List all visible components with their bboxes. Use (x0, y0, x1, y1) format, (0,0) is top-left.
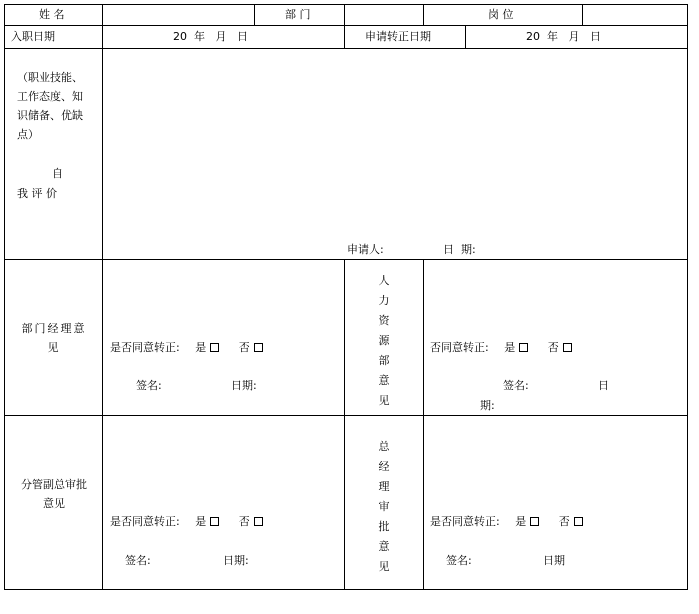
hr-no-label: 否 (547, 341, 559, 354)
self-eval-date-label: 日 期: (443, 243, 476, 256)
row-divider (5, 259, 687, 260)
applicant-label: 申请人: (347, 243, 384, 256)
column-divider (344, 259, 345, 589)
self-eval-title-line1: 自 (52, 167, 63, 180)
vp-yes-label: 是 (195, 515, 207, 528)
position-field[interactable] (583, 5, 687, 25)
gm-question-text: 是否同意转正: (430, 515, 500, 528)
dept-manager-label: 部门经理意见 (21, 322, 87, 354)
vp-no-checkbox[interactable] (254, 517, 263, 526)
column-divider (423, 259, 424, 589)
hire-date-value[interactable]: 20 年 月 日 (173, 30, 248, 43)
vp-yes-checkbox[interactable] (210, 517, 219, 526)
apply-date-label: 申请转正日期 (365, 30, 431, 43)
dept-manager-date-label: 日期: (231, 379, 257, 392)
hr-question-text: 否同意转正: (430, 341, 489, 354)
dept-manager-question-text: 是否同意转正: (110, 341, 180, 354)
column-divider (465, 25, 466, 48)
dept-manager-sign-label: 签名: (136, 379, 162, 392)
gm-label: 总经理审批意见 (378, 440, 390, 573)
self-eval-content-area[interactable] (103, 49, 687, 239)
vp-question-text: 是否同意转正: (110, 515, 180, 528)
name-field[interactable] (103, 5, 254, 25)
row-divider (5, 25, 687, 26)
self-eval-title-line2: 我 评 价 (17, 187, 57, 200)
gm-date-label: 日期 (543, 554, 565, 567)
gm-no-checkbox[interactable] (574, 517, 583, 526)
hr-yes-checkbox[interactable] (519, 343, 528, 352)
gm-yes-checkbox[interactable] (530, 517, 539, 526)
hr-date-label-1: 日 (598, 379, 609, 392)
dept-label: 部 门 (285, 8, 311, 21)
self-eval-note: （职业技能、工作态度、知识储备、优缺点） (17, 71, 83, 141)
hr-no-checkbox[interactable] (563, 343, 572, 352)
hire-date-label: 入职日期 (11, 30, 55, 43)
gm-sign-label: 签名: (446, 554, 472, 567)
dept-manager-yes-checkbox[interactable] (210, 343, 219, 352)
dept-manager-question (110, 341, 263, 355)
hr-yes-label: 是 (504, 341, 516, 354)
probation-form (4, 4, 688, 590)
column-divider (423, 5, 424, 25)
row-divider (5, 415, 687, 416)
hr-date-label-2: 期: (480, 399, 495, 412)
gm-question (430, 515, 583, 529)
dept-manager-yes-label: 是 (195, 341, 207, 354)
dept-manager-no-label: 否 (238, 341, 250, 354)
gm-no-label: 否 (558, 515, 570, 528)
hr-label: 人力资源部意见 (378, 274, 390, 407)
hr-sign-label: 签名: (503, 379, 529, 392)
dept-manager-no-checkbox[interactable] (254, 343, 263, 352)
column-divider (254, 5, 255, 25)
dept-field[interactable] (345, 5, 423, 25)
vp-question (110, 515, 263, 529)
apply-date-value[interactable]: 20 年 月 日 (526, 30, 601, 43)
name-label: 姓 名 (39, 8, 65, 21)
vp-date-label: 日期: (223, 554, 249, 567)
vp-no-label: 否 (238, 515, 250, 528)
gm-yes-label: 是 (515, 515, 527, 528)
vp-label: 分管副总审批意见 (21, 478, 87, 510)
vp-sign-label: 签名: (125, 554, 151, 567)
position-label: 岗 位 (488, 8, 514, 21)
hr-question (430, 341, 572, 355)
